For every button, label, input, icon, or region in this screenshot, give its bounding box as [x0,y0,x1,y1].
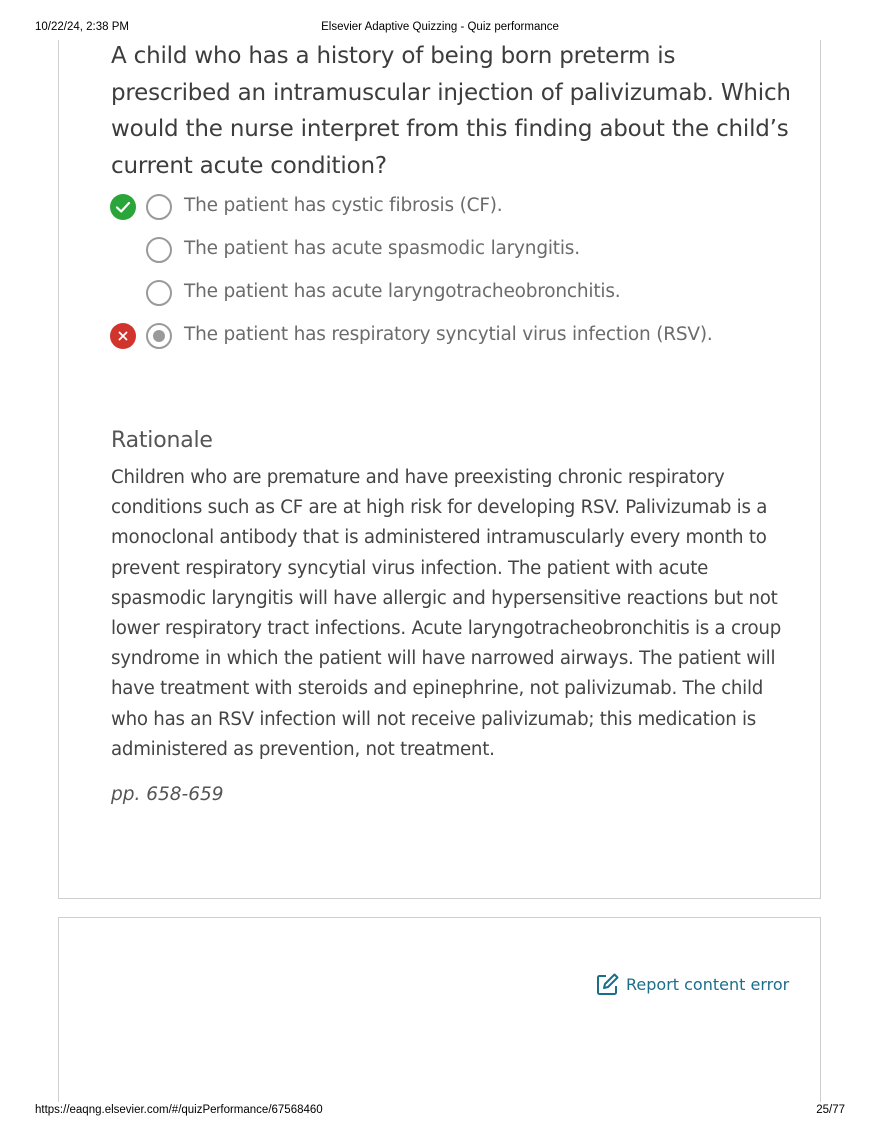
edit-icon [596,972,620,996]
radio-button[interactable] [146,237,172,263]
radio-button[interactable] [146,194,172,220]
rationale-body: Children who are premature and have preexisting chronic respiratory conditions such as CF are at high risk for developing RSV. Palivizumab is a monoclonal antibody that is administered intramuscularly every month to prevent respiratory syncytial virus infection. The patient with acute spasmodic laryngitis will have allergic and hypersensitive reactions but not lower respiratory tract infections. Acute laryngotracheobronchitis is a croup syndrome in which the patient will have narrowed airways. The patient will have treatment with steroids and epinephrine, not palivizumab. The child who has an RSV infection will not receive palivizumab; this medication is administered as prevention, not treatment. [111,467,782,760]
print-datetime: 10/22/24, 2:38 PM [35,21,129,33]
page-reference: pp. 658-659 [111,784,224,805]
answer-option-1[interactable] [110,194,810,222]
print-url: https://eaqng.elsevier.com/#/quizPerformance/67568460 [35,1104,323,1116]
report-label: Report content error [626,974,790,994]
answer-option-2[interactable] [110,237,810,265]
report-content-error-link[interactable] [596,970,789,998]
answer-option-label: The patient has acute laryngotracheobronchitis. [184,281,621,302]
answer-option-label: The patient has respiratory syncytial virus infection (RSV). [184,324,713,345]
rationale-heading: Rationale [111,428,213,453]
radio-button[interactable] [146,280,172,306]
answer-option-3[interactable] [110,280,810,308]
answer-option-label: The patient has acute spasmodic laryngitis. [184,238,580,259]
answer-option-label: The patient has cystic fibrosis (CF). [184,195,503,216]
report-card [58,917,821,1102]
print-title: Elsevier Adaptive Quizzing - Quiz performance [321,21,559,33]
answer-option-4[interactable] [110,323,810,351]
radio-button-selected[interactable] [146,323,172,349]
correct-check-icon [110,194,136,220]
print-page-number: 25/77 [816,1104,845,1116]
incorrect-x-icon [110,323,136,349]
question-text: A child who has a history of being born preterm is prescribed an intramuscular injection of palivizumab. Which would the nurse interpret from this finding about the child’s current acute condition? [111,43,791,179]
